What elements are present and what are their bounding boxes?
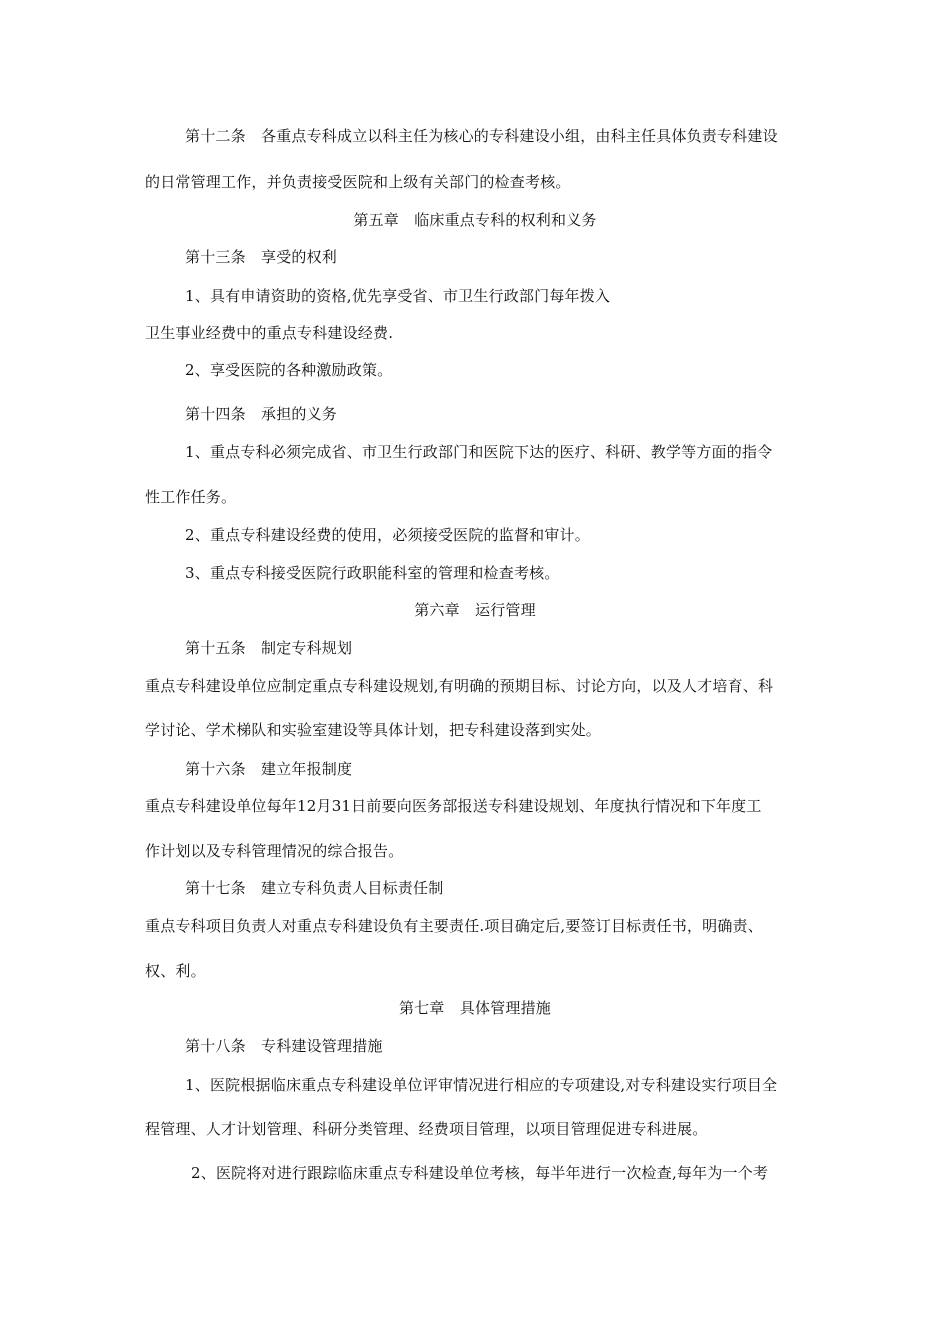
article-18-item-1-line-2: 程管理、人才计划管理、科研分类管理、经费项目管理，以项目管理促进专科进展。 [145,1120,708,1138]
article-13-item-2: 2、享受医院的各种激励政策。 [185,361,393,379]
chapter-5-heading: 第五章 临床重点专科的权利和义务 [353,211,597,229]
article-14-heading: 第十四条 承担的义务 [185,405,338,423]
article-12-line-2: 的日常管理工作，并负责接受医院和上级有关部门的检查考核。 [145,173,571,191]
article-16-body-line-1: 重点专科建设单位每年12月31日前要向医务部报送专科建设规划、年度执行情况和下年度工 [145,797,762,815]
article-16-heading: 第十六条 建立年报制度 [185,760,353,778]
article-13-heading: 第十三条 享受的权利 [185,248,338,266]
article-14-item-1-line-2: 性工作任务。 [145,488,237,506]
article-14-item-3: 3、重点专科接受医院行政职能科室的管理和检查考核。 [185,564,560,582]
chapter-6-heading: 第六章 运行管理 [414,601,536,619]
article-17-body-line-2: 权、利。 [145,962,206,980]
article-14-item-1-line-1: 1、重点专科必须完成省、市卫生行政部门和医院下达的医疗、科研、教学等方面的指令 [185,443,773,461]
article-15-body-line-2: 学讨论、学术梯队和实验室建设等具体计划，把专科建设落到实处。 [145,721,602,739]
article-18-item-2-line-1: 2、医院将对进行跟踪临床重点专科建设单位考核，每半年进行一次检查,每年为一个考 [191,1164,769,1182]
article-14-item-2: 2、重点专科建设经费的使用，必须接受医院的监督和审计。 [185,526,590,544]
article-17-body-line-1: 重点专科项目负责人对重点专科建设负有主要责任.项目确定后,要签订目标责任书，明确责、 [145,917,763,935]
article-12-line-1: 第十二条 各重点专科成立以科主任为核心的专科建设小组，由科主任具体负责专科建设 [185,127,778,145]
article-16-body-line-2: 作计划以及专科管理情况的综合报告。 [145,842,404,860]
article-17-heading: 第十七条 建立专科负责人目标责任制 [185,879,444,897]
article-18-heading: 第十八条 专科建设管理措施 [185,1037,383,1055]
article-15-heading: 第十五条 制定专科规划 [185,639,353,657]
article-15-body-line-1: 重点专科建设单位应制定重点专科建设规划,有明确的预期目标、讨论方向，以及人才培育、科 [145,677,774,695]
article-13-item-1-line-1: 1、具有申请资助的资格,优先享受省、市卫生行政部门每年拨入 [185,287,611,305]
article-18-item-1-line-1: 1、医院根据临床重点专科建设单位评审情况进行相应的专项建设,对专科建设实行项目全 [185,1076,778,1094]
article-13-item-1-line-2: 卫生事业经费中的重点专科建设经费. [145,324,394,342]
chapter-7-heading: 第七章 具体管理措施 [398,999,551,1017]
